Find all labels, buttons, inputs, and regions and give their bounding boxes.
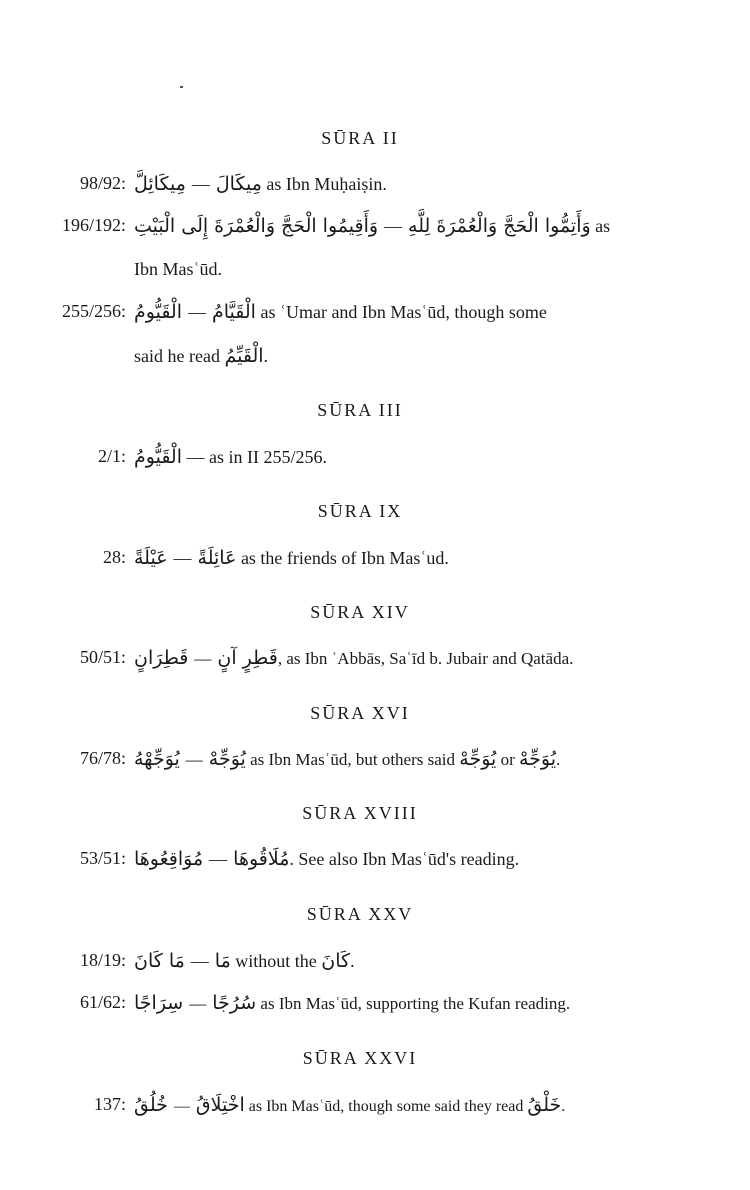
dash: — — [173, 548, 192, 568]
arabic-variant: الْقَيُّومُ — [134, 446, 182, 468]
verse-ref: 137: — [93, 1094, 126, 1114]
arabic-alternative: يُوَجِّهْ — [459, 748, 497, 770]
dash: — — [194, 649, 212, 668]
dash: — — [190, 951, 209, 971]
arabic-original: وَأَتِمُّوا الْحَجَّ وَالْعُمْرَةَ لِلَّهِ — [408, 215, 591, 237]
arabic-variant: سِرَاجًا — [134, 992, 184, 1014]
dash: — — [209, 849, 228, 869]
verse-ref: 255/256: — [61, 301, 126, 321]
arabic-original: قَطِرٍ آنٍ — [217, 647, 278, 669]
arabic-original: مَا — [214, 950, 231, 972]
dash: — — [173, 1098, 190, 1115]
entry-continuation — [134, 345, 268, 367]
verse-ref: 2/1: — [97, 446, 126, 466]
sura-heading: SŪRA III — [317, 400, 403, 420]
arabic-word: كَانَ — [321, 950, 351, 972]
arabic-original: عَائِلَةً — [197, 547, 237, 569]
verse-ref: 53/51: — [79, 848, 126, 868]
verse-ref: 28: — [102, 547, 126, 567]
verse-ref: 196/192: — [61, 215, 126, 235]
punctuation: . — [556, 750, 561, 769]
arabic-variant: قَطِرَانٍ — [134, 647, 189, 669]
dash: — — [191, 174, 210, 194]
dash: — — [188, 302, 206, 322]
entry-body — [134, 173, 387, 195]
sura-heading: SŪRA XVI — [310, 703, 410, 723]
verse-ref: 98/92: — [79, 173, 126, 193]
entry-body — [134, 547, 449, 569]
entry-text: without the — [235, 951, 317, 971]
arabic-original: مُلَاقُوهَا — [233, 848, 290, 870]
entry-text: as ʿUmar and Ibn Masʿūd, though some — [260, 302, 547, 322]
entry-text: as the friends of Ibn Masʿud. — [240, 548, 449, 568]
entry-body — [134, 215, 610, 237]
entry-text: as — [595, 216, 611, 236]
entry-text: as Ibn Masʿūd, supporting the Kufan reading. — [260, 994, 571, 1013]
arabic-variant: مَا كَانَ — [134, 950, 185, 972]
dash: — — [185, 750, 203, 769]
sura-heading: SŪRA XIV — [310, 602, 410, 622]
dash: — — [384, 216, 403, 236]
verse-ref: 18/19: — [79, 950, 126, 970]
arabic-original: سُرُجًا — [212, 992, 257, 1014]
arabic-original: مِيكَالَ — [215, 173, 262, 195]
sura-heading: SŪRA II — [321, 128, 399, 148]
entry-body — [134, 1094, 565, 1116]
arabic-reading: خَلْقُ — [527, 1094, 562, 1116]
entry-text: as Ibn Muḥaiṣin. — [266, 174, 387, 194]
arabic-variant: خُلُقُ — [134, 1094, 168, 1116]
arabic-alternative: يُوَجِّهْ — [518, 748, 557, 770]
punctuation: . — [561, 1098, 566, 1115]
entry-text: . See also Ibn Masʿūd's reading. — [289, 849, 520, 869]
sura-heading: SŪRA XXVI — [302, 1048, 418, 1068]
entry-text: as Ibn Masʿūd, but others said — [250, 750, 456, 769]
arabic-variant: مِيكَائِلَّ — [134, 173, 186, 195]
verse-ref: 76/78: — [79, 748, 126, 768]
entry-text: — as in II 255/256. — [186, 447, 327, 467]
verse-ref: 50/51: — [79, 647, 126, 667]
entry-body — [134, 950, 355, 972]
stray-mark — [180, 86, 183, 88]
punctuation: . — [350, 951, 355, 971]
entry-text: or — [500, 750, 515, 769]
arabic-variant: الْقَيُّومُ — [134, 301, 182, 323]
continuation-text: said he read — [134, 346, 220, 366]
sura-heading: SŪRA XVIII — [302, 803, 418, 823]
arabic-original: الْقَيَّامُ — [212, 301, 256, 323]
sura-heading: SŪRA XXV — [306, 904, 414, 924]
entry-body — [134, 848, 519, 870]
entry-body — [134, 748, 560, 770]
entry-body — [134, 647, 573, 669]
punctuation: . — [263, 346, 269, 366]
entry-text: , as Ibn ʿAbbās, Saʿīd b. Jubair and Qatāda. — [277, 649, 574, 668]
verse-ref: 61/62: — [79, 992, 126, 1012]
entry-body — [134, 446, 327, 468]
entry-text: as Ibn Masʿūd, though some said they read — [248, 1098, 524, 1115]
arabic-original: يُوَجِّهْ — [208, 748, 246, 770]
arabic-variant: وَأَقِيمُوا الْحَجَّ وَالْعُمْرَةَ إِلَى الْبَيْتِ — [134, 215, 379, 237]
entry-body — [134, 301, 547, 323]
arabic-reading: الْقَيِّمُ — [224, 345, 264, 367]
sura-heading: SŪRA IX — [317, 501, 403, 521]
arabic-original: اخْتِلَاقُ — [195, 1094, 245, 1116]
entry-continuation: Ibn Masʿūd. — [134, 259, 222, 279]
arabic-variant: يُوَجِّهْهُ — [134, 748, 180, 770]
dash: — — [189, 994, 207, 1013]
arabic-variant: مُوَاقِعُوهَا — [134, 848, 204, 870]
arabic-variant: عَيْلَةً — [134, 547, 168, 569]
entry-body — [134, 992, 570, 1014]
